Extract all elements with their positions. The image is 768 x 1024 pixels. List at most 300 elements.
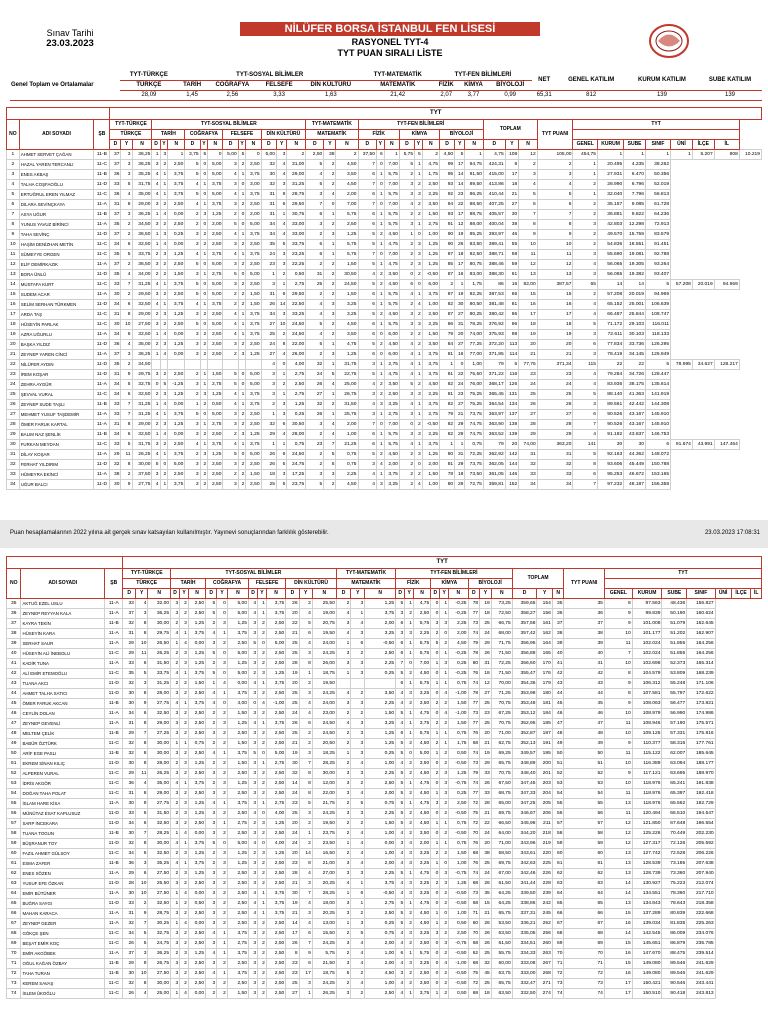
table-cell: 352,87 xyxy=(512,729,537,739)
table-row xyxy=(7,829,762,839)
table-cell: 8 xyxy=(135,739,148,749)
table-cell: 38 xyxy=(110,470,121,480)
table-cell: 42 xyxy=(552,669,564,679)
report-header xyxy=(0,0,768,64)
table-cell: 4 xyxy=(351,619,365,629)
table-cell: 6 xyxy=(299,959,312,969)
table-cell: 3 xyxy=(248,779,257,789)
student-name: KEREM SAVAŞ xyxy=(21,979,105,989)
table-cell: 2,25 xyxy=(365,869,396,879)
table-cell: 11 xyxy=(604,749,632,759)
table-cell: 80 xyxy=(468,659,480,669)
table-cell: 4,75 xyxy=(413,799,430,809)
table-cell: 31,75 xyxy=(132,440,152,450)
table-cell: 2,50 xyxy=(266,659,285,669)
table-cell: 2 xyxy=(573,210,598,220)
table-cell: 31 xyxy=(261,190,276,200)
table-cell: 3,75 xyxy=(208,250,223,260)
table-cell: 1 xyxy=(405,899,414,909)
table-row xyxy=(7,639,762,649)
table-cell: 11-B xyxy=(105,729,123,739)
table-cell: 31 xyxy=(123,629,136,639)
table-cell: 1,25 xyxy=(422,250,439,260)
table-cell: 6 xyxy=(377,150,385,160)
table-cell: 3,75 xyxy=(188,669,205,679)
table-cell: 79 xyxy=(468,639,480,649)
table-cell: 65 xyxy=(573,280,598,290)
table-cell: 3 xyxy=(324,300,336,310)
table-cell: 19,50 xyxy=(312,629,336,639)
table-cell: 3,75 xyxy=(168,170,185,180)
dyn-header: N xyxy=(208,140,223,150)
table-cell: 3 xyxy=(351,919,365,929)
table-cell: 2 xyxy=(217,639,228,649)
table-cell: 4 xyxy=(223,230,238,240)
group-header-5: TYT PUANI xyxy=(537,120,573,150)
summary-subject-0: TÜRKÇE xyxy=(120,80,178,90)
table-cell: 6.796 xyxy=(624,180,646,190)
table-cell: 33 xyxy=(7,470,20,480)
table-cell: 3 xyxy=(336,959,350,969)
table-cell: 2,50 xyxy=(188,789,205,799)
table-cell: 13 xyxy=(604,869,632,879)
table-cell: 26,25 xyxy=(132,450,152,460)
table-cell: 1 xyxy=(238,320,246,330)
table-cell: 3 xyxy=(185,330,200,340)
table-cell: 5 xyxy=(505,360,519,370)
table-cell: 2 xyxy=(200,400,208,410)
table-cell: 4 xyxy=(171,859,180,869)
table-cell: 1 xyxy=(415,370,423,380)
table-cell: 31,50 xyxy=(148,809,171,819)
table-cell: 118.976 xyxy=(632,779,662,789)
table-cell: 12 xyxy=(604,839,632,849)
dyn-header: D xyxy=(261,140,276,150)
dyn-header: D xyxy=(439,140,454,150)
student-name: MUSTAFA KURT xyxy=(19,280,94,290)
table-cell: 4 xyxy=(206,689,217,699)
table-cell: 3 xyxy=(399,410,414,420)
table-cell: 0 xyxy=(440,859,449,869)
table-cell: 6 xyxy=(7,200,20,210)
table-cell: 4 xyxy=(248,839,257,849)
table-cell: 49 xyxy=(7,739,21,749)
table-cell: 356,88 xyxy=(512,649,537,659)
table-cell: 105,00 xyxy=(537,150,573,160)
table-cell: 2 xyxy=(217,759,228,769)
table-cell: 4,00 xyxy=(266,809,285,819)
footer-printed-date: 23.03.2023 17:08:31 xyxy=(704,530,760,536)
table-cell: 20.495 xyxy=(597,160,623,170)
table-cell: 38 xyxy=(7,629,21,639)
table-cell: 2,50 xyxy=(246,340,261,350)
table-cell: 337,31 xyxy=(512,909,537,919)
dyn-header: Y xyxy=(238,140,246,150)
table-cell: 5 xyxy=(185,160,200,170)
table-cell: 29 xyxy=(123,959,136,969)
table-cell: 2 xyxy=(258,859,267,869)
table-cell: 0 xyxy=(431,609,440,619)
table-cell: 46.672 xyxy=(624,470,646,480)
table-cell: 2 xyxy=(440,719,449,729)
table-cell: 0,25 xyxy=(365,749,396,759)
table-cell: 2,50 xyxy=(168,440,185,450)
table-cell: 191.838 xyxy=(687,779,715,789)
table-cell: 32,75 xyxy=(132,380,152,390)
table-cell: 22 xyxy=(455,200,465,210)
table-cell: 12 xyxy=(455,220,465,230)
table-cell: 3,75 xyxy=(246,190,261,200)
table-cell: 4 xyxy=(223,390,238,400)
table-cell: 12.298 xyxy=(624,220,646,230)
table-cell: 57.190 xyxy=(662,719,687,729)
table-cell: 32,50 xyxy=(148,849,171,859)
table-cell: 35 xyxy=(110,270,121,280)
table-cell: 3,75 xyxy=(168,450,185,460)
table-cell: 3 xyxy=(248,649,257,659)
table-cell: 28,00 xyxy=(287,430,306,440)
student-name: BABÜR ÖZTÜRK xyxy=(21,739,105,749)
table-cell: 72,50 xyxy=(491,609,512,619)
table-cell: 1 xyxy=(597,150,623,160)
table-cell: 68 xyxy=(564,929,604,939)
table-cell: 4.235 xyxy=(624,160,646,170)
dyn-header: Y xyxy=(277,140,287,150)
table-cell: 3 xyxy=(399,220,414,230)
table-cell: 1 xyxy=(238,440,246,450)
table-cell: 33 xyxy=(110,400,121,410)
table-cell: 160.624 xyxy=(687,609,715,619)
table-cell: 23,00 xyxy=(312,709,336,719)
table-cell: 14 xyxy=(624,280,646,290)
table-cell: 68 xyxy=(468,739,480,749)
table-cell: 23 xyxy=(455,390,465,400)
table-row xyxy=(7,380,762,390)
table-cell: 65,75 xyxy=(491,759,512,769)
table-row xyxy=(7,819,762,829)
table-cell: 31 xyxy=(7,450,20,460)
table-cell: 5 xyxy=(185,320,200,330)
table-cell: 31,25 xyxy=(287,180,306,190)
table-cell: 5 xyxy=(358,230,377,240)
table-row xyxy=(7,799,762,809)
table-cell: 1 xyxy=(377,220,385,230)
table-cell: 36,25 xyxy=(148,609,171,619)
table-cell: 43.167 xyxy=(624,420,646,430)
table-cell: 0 xyxy=(431,829,440,839)
table-cell: 3,25 xyxy=(413,849,430,859)
table-cell: 2,50 xyxy=(188,719,205,729)
table-cell: 353,98 xyxy=(512,689,537,699)
table-cell: 3 xyxy=(299,649,312,659)
table-cell: 76 xyxy=(468,669,480,679)
table-cell: 102.024 xyxy=(632,649,662,659)
subject-header-8: BİYOLOJİ xyxy=(439,130,483,140)
rank-col-header-2: SUBE xyxy=(662,589,687,599)
table-cell: 353,48 xyxy=(512,699,537,709)
table-cell: 86 xyxy=(483,280,505,290)
dyn-header: D xyxy=(468,589,480,599)
table-cell: 3 xyxy=(217,619,228,629)
table-cell: 21 xyxy=(505,190,519,200)
table-cell: 3 xyxy=(248,659,257,669)
student-name: BALIM NAZ ŞENLİK xyxy=(19,430,94,440)
table-cell: 5 xyxy=(248,639,257,649)
table-cell: 5 xyxy=(185,280,200,290)
table-cell: 71,50 xyxy=(491,669,512,679)
table-cell: 357,58 xyxy=(512,619,537,629)
dyn-header: D xyxy=(358,140,377,150)
group-header-4: TOPLAM xyxy=(483,120,537,140)
table-cell: -0,50 xyxy=(449,969,468,979)
table-cell: 2 xyxy=(171,619,180,629)
table-cell: 10 xyxy=(277,320,287,330)
table-cell: 2 xyxy=(351,819,365,829)
table-cell: 37 xyxy=(110,260,121,270)
table-cell: 1 xyxy=(171,889,180,899)
table-cell: 18 xyxy=(480,609,492,619)
table-row xyxy=(7,789,762,799)
table-cell: 1 xyxy=(200,300,208,310)
table-cell: 34 xyxy=(110,300,121,310)
table-cell: 1,25 xyxy=(168,340,185,350)
dyn-header: D xyxy=(306,140,324,150)
table-cell: 31,25 xyxy=(148,679,171,689)
table-cell: 81.835 xyxy=(662,919,687,929)
table-cell: 31 xyxy=(455,320,465,330)
student-name: ÖMER FARUK AKCAN xyxy=(21,699,105,709)
table-cell: 34 xyxy=(537,480,573,490)
table-cell: 64,25 xyxy=(491,889,512,899)
table-cell: 2 xyxy=(238,410,246,420)
table-cell: 1 xyxy=(299,989,312,999)
table-cell: 206 xyxy=(537,809,552,819)
table-cell: 11-A xyxy=(94,290,110,300)
table-cell: 5 xyxy=(206,599,217,609)
student-name: BUĞRA SAYGI xyxy=(21,899,105,909)
table-cell: 2 xyxy=(217,709,228,719)
table-cell: 99.839 xyxy=(632,609,662,619)
table-cell: 3,50 xyxy=(365,689,396,699)
table-cell: 4 xyxy=(351,979,365,989)
table-cell: 58 xyxy=(505,250,519,260)
table-cell: 336,21 xyxy=(512,919,537,929)
table-cell: 1,50 xyxy=(336,290,358,300)
table-cell: 11-A xyxy=(94,350,110,360)
table-cell: 2 xyxy=(440,759,449,769)
summary-group-turkce: TYT-TÜRKÇE xyxy=(120,70,178,80)
table-cell: 0 xyxy=(431,709,440,719)
table-cell: 4 xyxy=(396,689,405,699)
table-cell: 73 xyxy=(468,709,480,719)
table-cell: 4,75 xyxy=(422,160,439,170)
table-cell: 191 xyxy=(537,739,552,749)
dyn-header: Y xyxy=(258,589,267,599)
table-cell: 19 xyxy=(480,749,492,759)
table-cell: 11-D xyxy=(94,180,110,190)
table-cell: 23 xyxy=(286,799,299,809)
table-cell: 26 xyxy=(261,460,276,470)
table-cell: 0 xyxy=(377,200,385,210)
table-cell: 3,75 xyxy=(246,250,261,260)
table-cell: 9 xyxy=(604,619,632,629)
table-cell: 90.418 xyxy=(662,989,687,999)
table-cell: 18 xyxy=(537,320,573,330)
table-cell: 2,25 xyxy=(422,430,439,440)
table-cell: 3,75 xyxy=(266,609,285,619)
table-cell: 63 xyxy=(552,879,564,889)
table-cell: 3 xyxy=(248,989,257,999)
table-cell: 64 xyxy=(552,889,564,899)
summary-subject-5: MATEMATİK xyxy=(362,80,434,90)
table-cell: 2 xyxy=(336,979,350,989)
table-cell: 2,50 xyxy=(246,480,261,490)
table-cell: 5 xyxy=(396,779,405,789)
table-cell: 3,75 xyxy=(246,390,261,400)
table-cell: 6 xyxy=(573,410,598,420)
table-cell: 6 xyxy=(358,440,377,450)
table-cell: 0,75 xyxy=(449,819,468,829)
table-cell: 3 xyxy=(306,470,324,480)
table-cell: 25 xyxy=(480,949,492,959)
table-cell: 334,51 xyxy=(512,939,537,949)
table-cell: 74 xyxy=(552,989,564,999)
table-cell: 2 xyxy=(336,709,350,719)
table-cell: 1,25 xyxy=(227,849,248,859)
table-row xyxy=(7,889,762,899)
table-cell: 5 xyxy=(299,619,312,629)
table-cell: 5 xyxy=(306,320,324,330)
table-cell: 36 xyxy=(552,609,564,619)
table-cell: 61.728 xyxy=(645,200,670,210)
table-cell: 31 xyxy=(455,450,465,460)
table-cell: 11-C xyxy=(105,929,123,939)
table-cell: 1,25 xyxy=(188,649,205,659)
table-cell: 0 xyxy=(431,869,440,879)
table-cell: 16 xyxy=(455,350,465,360)
table-row xyxy=(7,769,762,779)
table-cell: 56 xyxy=(564,809,604,819)
table-cell: 130.927 xyxy=(632,879,662,889)
table-cell: 4 xyxy=(185,250,200,260)
table-cell: 2 xyxy=(351,909,365,919)
table-cell: 5,00 xyxy=(246,270,261,280)
table-cell: 3,50 xyxy=(413,699,430,709)
table-cell: 13 xyxy=(519,270,538,280)
table-cell: 28,00 xyxy=(148,759,171,769)
table-cell: 2 xyxy=(160,370,168,380)
table-cell: 25,50 xyxy=(148,879,171,889)
table-cell: 1 xyxy=(455,280,465,290)
table-cell: 2,50 xyxy=(365,649,396,659)
table-cell: 5 xyxy=(185,190,200,200)
table-cell: 2 xyxy=(440,889,449,899)
student-name: FAZIL AHMET GÜLSOY xyxy=(21,849,105,859)
dyn-header: Y xyxy=(455,140,465,150)
table-cell: 3 xyxy=(396,969,405,979)
table-cell: 1 xyxy=(415,360,423,370)
table-cell: 3 xyxy=(238,430,246,440)
table-cell: 2 xyxy=(248,849,257,859)
table-cell: 22 xyxy=(455,370,465,380)
table-row xyxy=(7,599,762,609)
table-cell: 2 xyxy=(405,969,414,979)
table-cell: 79 xyxy=(483,440,505,450)
table-cell: 90 xyxy=(439,230,454,240)
table-cell: 195 xyxy=(537,749,552,759)
table-cell: 3 xyxy=(351,729,365,739)
table-cell: 2,50 xyxy=(266,619,285,629)
table-cell: 2 xyxy=(180,969,189,979)
table-cell: 81 xyxy=(439,460,454,470)
table-cell: 3 xyxy=(152,220,160,230)
table-cell: 2 xyxy=(200,230,208,240)
table-cell: 1 xyxy=(152,400,160,410)
table-cell: 4 xyxy=(399,360,414,370)
table-cell: 2 xyxy=(258,919,267,929)
table-cell: 33 xyxy=(123,809,136,819)
table-cell: 2 xyxy=(324,400,336,410)
table-cell: 3,75 xyxy=(208,180,223,190)
table-cell: 3 xyxy=(217,659,228,669)
table-cell: 2 xyxy=(258,729,267,739)
table-cell: 2 xyxy=(180,819,189,829)
table-cell: 332,50 xyxy=(512,989,537,999)
table-cell: 2 xyxy=(306,460,324,470)
table-cell: 2,50 xyxy=(266,919,285,929)
table-cell: 66,75 xyxy=(491,619,512,629)
table-cell: 145.651 xyxy=(632,939,662,949)
table-cell: 35 xyxy=(7,599,21,609)
table-cell: 32 xyxy=(306,360,324,370)
table-cell: 4 xyxy=(217,679,228,689)
table-cell: 2,50 xyxy=(449,929,468,939)
table-cell: 6 xyxy=(135,849,148,859)
table-cell: 177.761 xyxy=(687,739,715,749)
table-cell: 70.449 xyxy=(662,829,687,839)
table-cell: 14 xyxy=(299,849,312,859)
table-cell: 3 xyxy=(171,749,180,759)
table-cell: 1 xyxy=(440,839,449,849)
dyn-header: D xyxy=(431,589,440,599)
dyn-header: D xyxy=(399,140,414,150)
table-cell: 11-C xyxy=(94,280,110,290)
table-cell: 83,00 xyxy=(465,270,484,280)
dyn-header: Y xyxy=(135,589,148,599)
table-cell: 56.065 xyxy=(597,260,623,270)
table-cell: 0 xyxy=(208,150,223,160)
student-name: TUANA TOGUN xyxy=(21,829,105,839)
table-cell: 87 xyxy=(439,270,454,280)
table-cell xyxy=(152,360,160,370)
table-cell: 31 xyxy=(110,370,121,380)
table-cell: 2 xyxy=(121,360,132,370)
table-cell: 3 xyxy=(336,649,350,659)
table-cell: 1 xyxy=(217,969,228,979)
table-cell: 7,00 xyxy=(384,180,399,190)
table-cell: 1 xyxy=(160,300,168,310)
table-cell: 22 xyxy=(7,360,20,370)
table-cell: 1 xyxy=(324,250,336,260)
table-cell: 2 xyxy=(238,470,246,480)
table-cell: 67 xyxy=(564,919,604,929)
dyn-header: N xyxy=(491,589,512,599)
table-cell: 0 xyxy=(399,270,414,280)
table-cell: 109.125 xyxy=(632,729,662,739)
table-cell: 27 xyxy=(455,310,465,320)
table-cell: 25 xyxy=(480,979,492,989)
table-cell: 0 xyxy=(200,220,208,230)
